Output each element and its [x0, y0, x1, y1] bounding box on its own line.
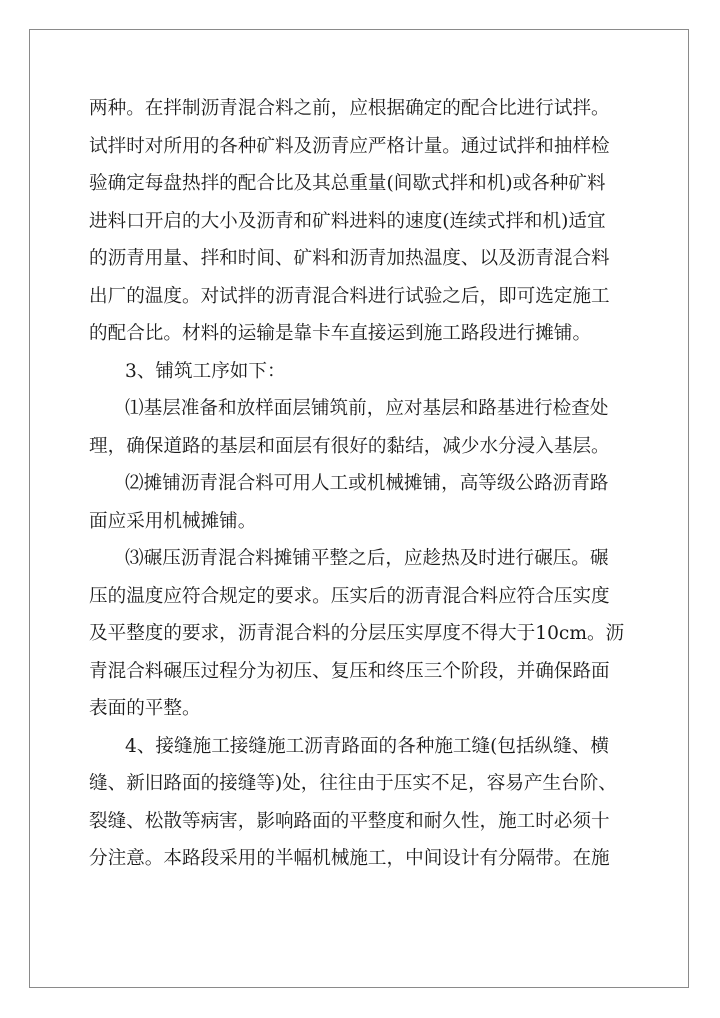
text-line: 出厂的温度。对试拌的沥青混合料进行试验之后，即可选定施工 [89, 285, 610, 307]
text-line: 缝、新旧路面的接缝等)处，往往由于压实不足，容易产生台阶、 [89, 773, 617, 794]
text-line: 及平整度的要求，沥青混合料的分层压实厚度不得大于10cm。沥 [89, 623, 625, 644]
section-heading: 3、铺筑工序如下： [125, 360, 286, 382]
document-body [89, 90, 635, 878]
text-line: 理，确保道路的基层和面层有很好的黏结，减少水分浸入基层。 [89, 435, 610, 457]
text-line: 试拌时对所用的各种矿料及沥青应严格计量。通过试拌和抽样检 [89, 135, 610, 157]
text-line: ⑵摊铺沥青混合料可用人工或机械摊铺，高等级公路沥青路 [125, 473, 609, 494]
text-line: 面应采用机械摊铺。 [89, 510, 257, 532]
text-line: 表面的平整。 [89, 698, 201, 719]
section-heading: 4、接缝施工接缝施工沥青路面的各种施工缝(包括纵缝、横 [125, 735, 609, 757]
text-line: 青混合料碾压过程分为初压、复压和终压三个阶段，并确保路面 [89, 660, 610, 682]
text-line: ⑴基层准备和放样面层铺筑前，应对基层和路基进行检查处 [125, 398, 609, 419]
text-line: 的沥青用量、拌和时间、矿料和沥青加热温度、以及沥青混合料 [89, 248, 610, 269]
text-line: 分注意。本路段采用的半幅机械施工，中间设计有分隔带。在施 [89, 848, 610, 869]
text-line: 进料口开启的大小及沥青和矿料进料的速度(连续式拌和机)适宜 [89, 210, 606, 232]
text-line: 两种。在拌制沥青混合料之前，应根据确定的配合比进行试拌。 [89, 98, 610, 119]
text-line: 的配合比。材料的运输是靠卡车直接运到施工路段进行摊铺。 [89, 323, 592, 344]
text-line: 验确定每盘热拌的配合比及其总重量(间歇式拌和机)或各种矿料 [89, 173, 606, 194]
text-line: ⑶碾压沥青混合料摊铺平整之后，应趁热及时进行碾压。碾 [125, 548, 609, 569]
text-line: 压的温度应符合规定的要求。压实后的沥青混合料应符合压实度 [89, 585, 610, 607]
text-line: 裂缝、松散等病害，影响路面的平整度和耐久性，施工时必须十 [89, 810, 610, 832]
